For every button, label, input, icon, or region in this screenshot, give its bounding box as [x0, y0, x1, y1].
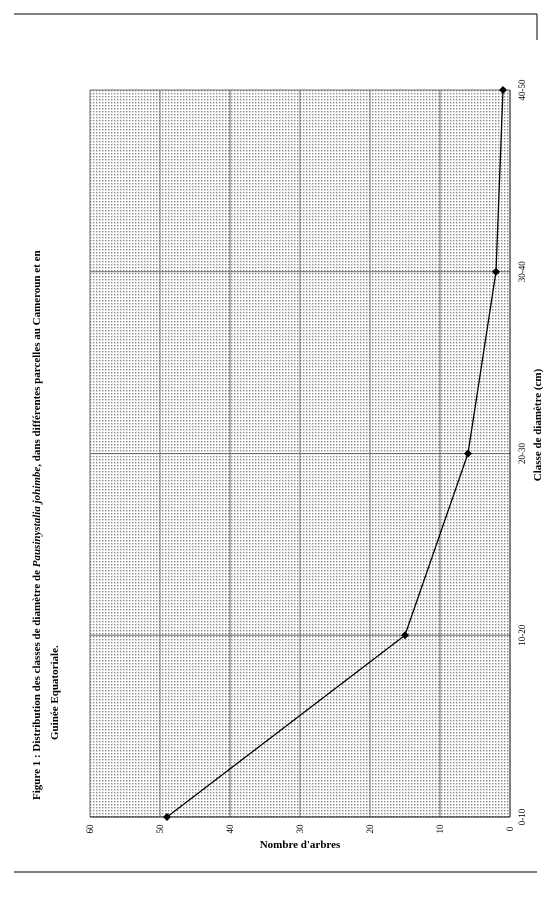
value-tick — [295, 824, 305, 834]
caption-line2: Guinée Equatoriale. — [49, 645, 61, 740]
value-tick-label: 60 — [85, 824, 95, 834]
category-tick — [517, 808, 527, 825]
value-tick-labels — [85, 824, 515, 834]
value-tick-label: 20 — [365, 824, 375, 834]
category-tick — [517, 624, 527, 645]
category-tick-label: 40-50 — [517, 79, 527, 101]
category-tick-labels — [517, 79, 527, 825]
y-axis-title — [260, 839, 341, 851]
value-tick — [225, 824, 235, 834]
category-tick — [517, 443, 527, 464]
ylabel: Nombre d'arbres — [259, 839, 341, 851]
category-tick-label: 30-40 — [517, 261, 527, 283]
category-tick — [517, 79, 527, 100]
caption-prefix: Figure 1 : Distribution des classes de diamètre de — [31, 567, 43, 800]
caption-suffix: , dans différentes parcelles au Cameroun et en — [31, 250, 43, 467]
value-tick — [365, 824, 375, 834]
value-tick — [435, 824, 445, 834]
x-axis-title — [532, 368, 544, 481]
value-tick-label: 30 — [295, 824, 305, 834]
value-tick-label: 40 — [225, 824, 235, 834]
value-tick — [505, 826, 515, 831]
value-tick — [155, 824, 165, 834]
value-tick-label: 0 — [505, 826, 515, 832]
caption-species: Pausinystalia johimbe — [31, 466, 43, 568]
category-tick-label: 20-30 — [517, 443, 527, 464]
value-tick-label: 10 — [435, 824, 445, 834]
category-tick-label: 0-10 — [517, 808, 527, 826]
value-tick-label: 50 — [155, 824, 165, 834]
category-tick — [517, 261, 527, 282]
value-tick — [85, 824, 95, 834]
category-tick-label: 10-20 — [517, 624, 527, 646]
svg-text:Figure 1 : Distribution des cl — [31, 250, 43, 800]
figure-caption — [31, 250, 61, 800]
xlabel: Classe de diamètre (cm) — [532, 368, 544, 482]
